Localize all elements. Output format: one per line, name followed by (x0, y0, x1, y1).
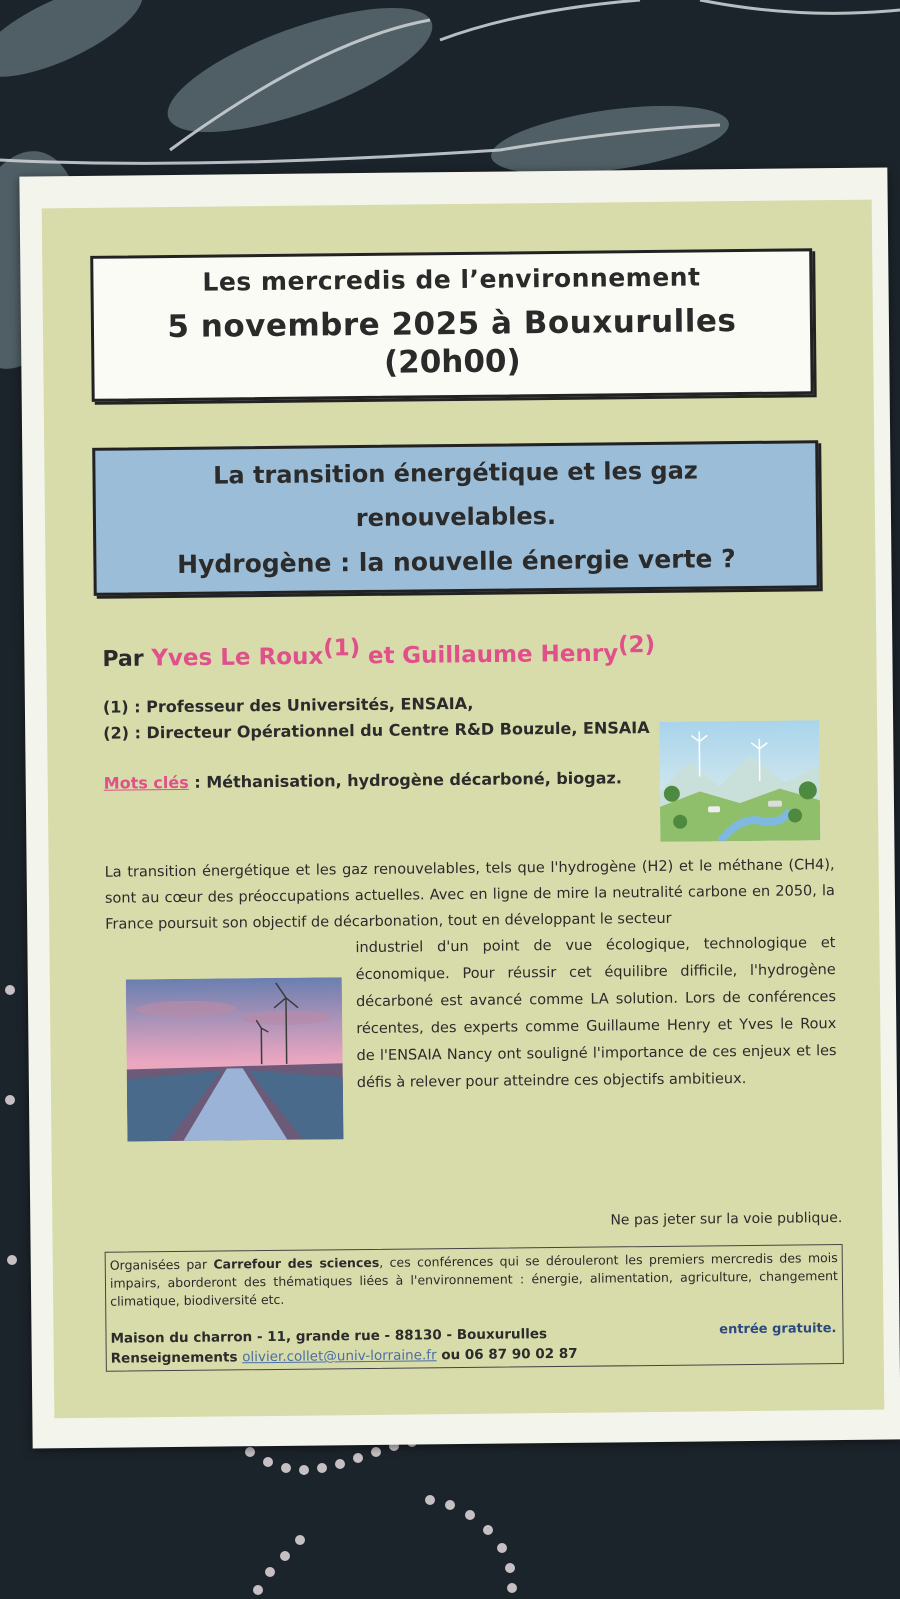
speaker-1-ref: (1) (323, 635, 361, 662)
speakers-prefix: Par (102, 646, 144, 673)
litter-notice: Ne pas jeter sur la voie publique. (610, 1210, 843, 1229)
contact-line (111, 1346, 578, 1367)
intro-prefix: Organisées par (109, 1256, 214, 1273)
speaker-2: Guillaume Henry (402, 640, 619, 669)
topic-box (92, 440, 820, 596)
affiliation-2: (2) : Directeur Opérationnel du Centre R&D Bouzule, ENSAIA (103, 718, 650, 743)
flyer-sheet (19, 167, 900, 1448)
speakers-conjunction: et (367, 643, 395, 670)
speakers-line (102, 632, 655, 672)
affiliation-1: (1) : Professeur des Universités, ENSAIA, (102, 693, 474, 717)
speaker-2-ref: (2) (617, 631, 656, 659)
speaker-1: Yves Le Roux (151, 643, 324, 672)
venue-address: Maison du charron - 11, grande rue - 88130 - Bouxurulles (110, 1326, 548, 1347)
keywords-line (104, 768, 622, 792)
event-time: (20h00) (383, 343, 521, 381)
contact-label: Renseignements (110, 1349, 243, 1367)
keywords-values: Méthanisation, hydrogène décarboné, biogaz. (206, 768, 622, 792)
body-paragraph-side: industriel d'un point de vue écologique, technologique et économique. Pour réussir cet équilibre difficile, l'hydrogène décarboné est avancé comme LA solution. Lors de conférences récentes, des experts comme Guillaume Henry et Yves le Roux de l'ENSAIA Nancy ont souligné l'importance de ces enjeux et les défis à relever pour atteindre ces objectifs ambitieux. (355, 935, 837, 1092)
body-paragraph-full: La transition énergétique et les gaz renouvelables, tels que l'hydrogène (H2) et le méthane (CH4), sont au cœur des préoccupations actuelles. Avec en ligne de mire la neutralité carbone en 2050, la France poursuit son objectif de décarbonation, tout en développant le secteur (104, 857, 835, 933)
organizer-intro (110, 1249, 839, 1311)
solar-field-illustration (126, 977, 344, 1141)
topic-line-3: Hydrogène : la nouvelle énergie verte ? (177, 544, 736, 579)
free-entry-note: entrée gratuite. (719, 1321, 837, 1338)
organizer-name: Carrefour des sciences (213, 1254, 380, 1272)
keywords-label: Mots clés (103, 772, 189, 793)
organizer-footer (105, 1244, 844, 1372)
event-date-place: 5 novembre 2025 à Bouxurulles (167, 303, 737, 346)
contact-phone: ou 06 87 90 02 87 (436, 1345, 578, 1364)
intro-rest: , ces conférences qui se dérouleront les premiers mercredis des mois impairs, aborderont des thématiques liées à l'environnement : énergie, alimentation, agriculture, changement climatique, biodiversité etc. (109, 1250, 838, 1309)
event-header-box (90, 248, 813, 402)
contact-email-link[interactable]: olivier.collet@univ-lorraine.fr (242, 1347, 437, 1366)
topic-line-2: renouvelables. (355, 501, 557, 533)
landscape-illustration (659, 720, 820, 842)
keywords-separator: : (188, 772, 207, 792)
topic-line-1: La transition énergétique et les gaz (212, 456, 698, 490)
series-title: Les mercredis de l’environnement (202, 262, 701, 297)
flyer-panel (42, 200, 885, 1419)
